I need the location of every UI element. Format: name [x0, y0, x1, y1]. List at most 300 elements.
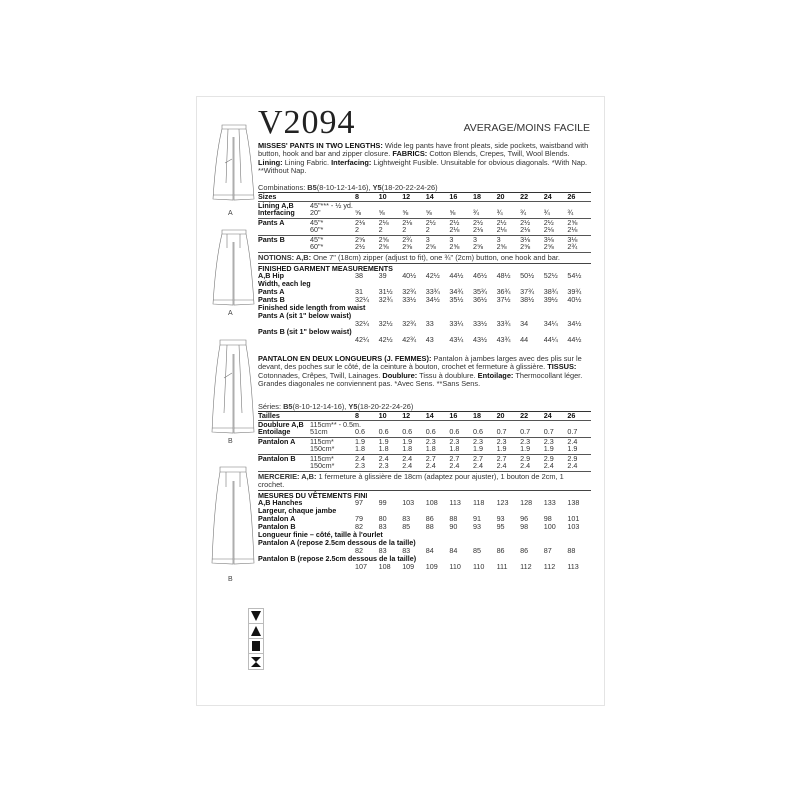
notions-text [258, 471, 591, 489]
cell-value: 1.8 [425, 444, 436, 453]
row-label [258, 563, 310, 571]
fabric-width: 45"*** - ½ yd. [310, 201, 353, 210]
bold-text: MERCERIE: A,B: [258, 472, 317, 481]
text: Séries: [258, 402, 284, 411]
row-label [258, 226, 310, 234]
cell-value: 0.7 [520, 427, 531, 436]
cell-value: 1.9 [543, 444, 554, 453]
cell-value: 2 [425, 225, 430, 234]
cell-value: 32¾ [402, 287, 417, 296]
cell-value: 54½ [567, 271, 582, 280]
cell-value: ¾ [567, 208, 574, 217]
cell-value: ¾ [496, 208, 503, 217]
cell-value: 84 [425, 546, 434, 555]
table-row [258, 280, 591, 288]
view-label: B [228, 576, 233, 583]
cell-value: 1.8 [378, 444, 389, 453]
text: Cotton Blends, Crepes, Twill, Wool Blends. [427, 149, 570, 159]
cell-value: 20 [496, 411, 505, 420]
cell-value: 2.9 [567, 454, 578, 463]
cell-value: 2.4 [496, 461, 507, 470]
cell-value: 2⅝ [378, 242, 389, 251]
cell-value: 103 [567, 522, 580, 531]
cell-value: 2.3 [425, 437, 436, 446]
cell-value: 2½ [355, 242, 365, 251]
cell-value: 2⅛ [567, 225, 578, 234]
cell-value: 2⅛ [520, 225, 531, 234]
cell-value: 98 [543, 514, 552, 523]
cell-value: 86 [425, 514, 434, 523]
cell-value: 16 [449, 411, 458, 420]
cell-value: 3⅛ [543, 235, 554, 244]
row-label: Entoilage [258, 427, 291, 436]
cell-value: 43¾ [496, 335, 511, 344]
row-label: Pantalon B [258, 454, 296, 463]
cell-value: 33 [425, 319, 434, 328]
row-label [258, 336, 310, 344]
cell-value: 38½ [520, 295, 535, 304]
table-row [258, 328, 591, 336]
cell-value: 32¼ [355, 319, 369, 328]
cell-value: 82 [355, 522, 363, 531]
cell-value: 12 [402, 411, 411, 420]
cell-value: 24 [543, 192, 552, 201]
view-label: B [228, 438, 233, 445]
cell-value: 8 [355, 192, 359, 201]
row-label [258, 243, 310, 251]
table-row [258, 218, 591, 226]
row-label: Pants A [258, 287, 285, 296]
cell-value: 2 [402, 225, 407, 234]
cell-value: 2⅝ [355, 235, 365, 244]
view-label: A [228, 310, 233, 317]
cell-value: 2.4 [543, 461, 554, 470]
cell-value: 2.3 [355, 461, 365, 470]
cell-value: 118 [472, 498, 485, 507]
cell-value: 2.4 [425, 461, 436, 470]
fabric-width [310, 193, 355, 200]
cell-value: 2 [378, 225, 383, 234]
cell-value: 123 [496, 498, 509, 507]
row-label: Width, each leg [258, 279, 311, 288]
cell-value: 111 [496, 562, 508, 571]
cell-value: 34¾ [449, 287, 464, 296]
cell-value: 128 [520, 498, 533, 507]
cell-value: 32½ [378, 319, 393, 328]
cell-value: 2¾ [402, 235, 413, 244]
bold-text: NOTIONS: A,B: [258, 253, 312, 262]
table-row [258, 515, 591, 523]
description-english [258, 142, 594, 176]
text: (18-20-22-24-26) [381, 183, 438, 192]
text: Combinations: [258, 183, 308, 192]
triangle-up-icon [249, 624, 263, 639]
bold-text: B5 [307, 183, 317, 192]
cell-value: 50½ [520, 271, 535, 280]
cell-value: 0.6 [425, 427, 436, 436]
cell-value: 2⅝ [449, 242, 460, 251]
cell-value: 2.7 [472, 454, 483, 463]
cell-value: 2.4 [378, 454, 389, 463]
fabric-width: 115cm* [310, 437, 334, 446]
table-row [258, 288, 591, 296]
cell-value: 113 [567, 562, 579, 571]
cell-value: 1.9 [355, 437, 365, 446]
cell-value: 18 [472, 411, 481, 420]
fabric-width: 115cm* [310, 454, 334, 463]
pattern-number: V2094 [258, 104, 356, 141]
cell-value: 35½ [449, 295, 464, 304]
cell-value: 34 [520, 319, 529, 328]
cell-value: 109 [425, 562, 438, 571]
cell-value: 52½ [543, 271, 558, 280]
text: Lining Fabric. [282, 157, 332, 167]
cell-value: 2½ [520, 218, 531, 227]
cell-value: 0.6 [449, 427, 460, 436]
cell-value: 43¼ [449, 335, 464, 344]
yardage-table-english [258, 191, 591, 344]
fabric-width: 45"* [310, 235, 324, 244]
cell-value: 90 [449, 522, 458, 531]
bold-text: PANTALON EN DEUX LONGUEURS (J. FEMMES): [258, 354, 432, 363]
cell-value: 2.3 [520, 437, 531, 446]
text: Wide leg pants have front pleats, side pockets, waistband with button, hook and bar and zipper closure. [258, 141, 589, 159]
fabric-width: 45"* [310, 218, 324, 227]
row-label: Lining A,B [258, 201, 294, 210]
table-row [258, 445, 591, 453]
cell-value: 10 [378, 411, 387, 420]
text: Thermocollant léger. Grandes diagonales ne conviennent pas. *Avec Sens. **Sans Sens. [258, 370, 583, 389]
cell-value: 32¾ [378, 295, 393, 304]
table-row [258, 462, 591, 470]
table-row [258, 336, 591, 344]
notions-text [258, 252, 591, 262]
cell-value: 33¾ [496, 319, 511, 328]
cell-value: 31½ [378, 287, 393, 296]
cell-value: 1.9 [520, 444, 531, 453]
cell-value: ¾ [520, 208, 527, 217]
cell-value: ⅝ [402, 208, 409, 217]
table-row [258, 563, 591, 571]
cell-value: 2.4 [355, 454, 365, 463]
cell-value: ⅝ [425, 208, 432, 217]
cell-value: 3 [425, 235, 430, 244]
cell-value: 34¼ [543, 319, 558, 328]
cell-value: 101 [567, 514, 580, 523]
cell-value: 2.4 [402, 461, 413, 470]
pattern-symbols [248, 608, 264, 670]
description-french [258, 355, 594, 389]
cell-value: 43½ [472, 335, 487, 344]
cell-value: 39½ [543, 295, 558, 304]
text: Lightweight Fusible. Unsuitable for obvious diagonals. *With Nap. **Without Nap. [258, 157, 588, 176]
bold-text: Lining: [258, 157, 283, 167]
cell-value: 42¼ [355, 335, 369, 344]
cell-value: 44½ [567, 335, 582, 344]
cell-value: 88 [425, 522, 434, 531]
cell-value: 3 [449, 235, 454, 244]
cell-value: 2.3 [496, 437, 507, 446]
cell-value: 32¼ [355, 295, 369, 304]
size-header-row [258, 192, 591, 200]
cell-value: 103 [402, 498, 415, 507]
cell-value: 0.6 [355, 427, 365, 436]
cell-value: 83 [402, 514, 411, 523]
row-label: Pantalon A [258, 514, 296, 523]
fabric-width [310, 336, 355, 344]
cell-value: 2½ [472, 218, 483, 227]
cell-value: 24 [543, 411, 552, 420]
cell-value: 2⅝ [567, 218, 578, 227]
cell-value: 42½ [425, 271, 440, 280]
cell-value: 36¾ [496, 287, 511, 296]
cell-value: ⅝ [355, 208, 361, 217]
cell-value: 86 [496, 546, 505, 555]
cell-value: 2.4 [449, 461, 460, 470]
row-label: Pants A [258, 218, 285, 227]
cell-value: 16 [449, 192, 458, 201]
cell-value: 107 [355, 562, 367, 571]
hourglass-icon [249, 654, 263, 669]
cell-value: 96 [520, 514, 529, 523]
bold-text: MISSES' PANTS IN TWO LENGTHS: [258, 141, 383, 150]
cell-value: 43 [425, 335, 434, 344]
cell-value: 93 [472, 522, 481, 531]
cell-value: 44½ [449, 271, 464, 280]
bold-text: TISSUS: [547, 362, 577, 372]
cell-value: 2⅝ [472, 242, 483, 251]
cell-value: 2.3 [472, 437, 483, 446]
view-a-back-illustration [208, 228, 258, 313]
cell-value: 34½ [567, 319, 582, 328]
cell-value: 97 [355, 498, 363, 507]
fabric-width: 60"* [310, 225, 324, 234]
row-label [258, 462, 310, 470]
cell-value: 2⅝ [543, 242, 554, 251]
row-label: Pantalon B (repose 2.5cm dessous de la taille) [258, 554, 417, 563]
cell-value: 1.9 [472, 444, 483, 453]
cell-value: 2.4 [567, 437, 578, 446]
cell-value: 2.4 [472, 461, 483, 470]
cell-value: 14 [425, 192, 434, 201]
cell-value: 0.6 [472, 427, 483, 436]
section-heading: FINISHED GARMENT MEASUREMENTS [258, 263, 591, 272]
cell-value: 2.7 [425, 454, 436, 463]
row-label: Pants B (sit 1" below waist) [258, 327, 352, 336]
cell-value: 2.7 [449, 454, 460, 463]
cell-value: 0.7 [543, 427, 554, 436]
cell-value: 37½ [496, 295, 511, 304]
row-label: A,B Hanches [258, 498, 303, 507]
cell-value: 87 [543, 546, 552, 555]
section-heading: MESURES DU VÊTEMENTS FINI [258, 490, 591, 499]
cell-value: ¾ [472, 208, 479, 217]
cell-value: 33¼ [449, 319, 464, 328]
cell-value: 83 [378, 522, 387, 531]
cell-value: 2⅛ [355, 218, 365, 227]
cell-value: 2⅛ [496, 225, 507, 234]
cell-value: 2.4 [567, 461, 578, 470]
cell-value: 1.8 [449, 444, 460, 453]
cell-value: 26 [567, 411, 576, 420]
size-header-row [258, 411, 591, 419]
cell-value: 2⅛ [402, 218, 413, 227]
bold-text: B5 [283, 402, 293, 411]
fabric-width [310, 272, 355, 280]
table-row [258, 312, 591, 320]
cell-value: 40½ [567, 295, 582, 304]
cell-value: 85 [402, 522, 411, 531]
row-label: Sizes [258, 192, 277, 201]
row-label: Largeur, chaque jambe [258, 506, 337, 515]
bold-text: Entoilage: [477, 370, 514, 380]
cell-value: 33½ [472, 319, 487, 328]
bold-text: FABRICS: [392, 149, 428, 159]
cell-value: 1.8 [402, 444, 413, 453]
row-label: Pantalon A (repose 2.5cm dessous de la taille) [258, 538, 416, 547]
cell-value: 110 [472, 562, 485, 571]
cell-value: 109 [402, 562, 415, 571]
bold-text: Interfacing: [331, 157, 372, 167]
row-label: Longueur finie – côté, taille à l'ourlet [258, 530, 383, 539]
row-label: Doublure A,B [258, 420, 304, 429]
cell-value: 113 [449, 498, 461, 507]
fabric-width: 150cm* [310, 444, 335, 453]
cell-value: 138 [567, 498, 580, 507]
row-label: Finished side length from waist [258, 303, 366, 312]
cell-value: 37¾ [520, 287, 535, 296]
cell-value: 98 [520, 522, 529, 531]
cell-value: 88 [567, 546, 576, 555]
cell-value: 83 [402, 546, 411, 555]
table-row [258, 437, 591, 445]
cell-value: 110 [449, 562, 461, 571]
cell-value: 2⅝ [425, 242, 436, 251]
view-b-front-illustration [208, 338, 258, 438]
cell-value: 39 [378, 271, 387, 280]
cell-value: 10 [378, 192, 387, 201]
text: 1 fermeture à glissière de 18cm (adaptez pour ajuster), 1 bouton de 2cm, 1 crochet. [258, 472, 564, 489]
cell-value: 39¾ [567, 287, 582, 296]
cell-value: 12 [402, 192, 411, 201]
fabric-width: 60"* [310, 242, 324, 251]
cell-value: 82 [355, 546, 363, 555]
cell-value: 88 [449, 514, 458, 523]
cell-value: ⅝ [449, 208, 456, 217]
cell-value: 2¾ [567, 242, 578, 251]
cell-value: 40½ [402, 271, 417, 280]
cell-value: 0.7 [567, 427, 578, 436]
cell-value: 79 [355, 514, 363, 523]
table-row [258, 209, 591, 217]
cell-value: 2.3 [543, 437, 554, 446]
cell-value: 112 [520, 562, 532, 571]
cell-value: 20 [496, 192, 505, 201]
cell-value: 2.3 [378, 461, 389, 470]
cell-value: 3⅛ [520, 235, 531, 244]
text: Pantalon à jambes larges avec des plis sur le devant, des poches sur le côté, de la ceinture à bouton, crochet et fermeture à glissière. [258, 354, 582, 372]
cell-value: 0.7 [496, 427, 507, 436]
cell-value: 83 [378, 546, 387, 555]
text: Tissu à doublure. [417, 370, 478, 380]
cell-value: 1.8 [355, 444, 365, 453]
table-row [258, 454, 591, 462]
cell-value: 33½ [402, 295, 417, 304]
fabric-width [310, 563, 355, 571]
cell-value: 35¾ [472, 287, 487, 296]
table-row [258, 539, 591, 547]
cell-value: 26 [567, 192, 576, 201]
text: (18-20-22-24-26) [357, 402, 414, 411]
cell-value: 1.9 [378, 437, 389, 446]
cell-value: 93 [496, 514, 505, 523]
cell-value: 46½ [472, 271, 487, 280]
cell-value: 91 [472, 514, 481, 523]
cell-value: ¾ [543, 208, 550, 217]
cell-value: 1.9 [567, 444, 578, 453]
cell-value: 44¼ [543, 335, 558, 344]
cell-value: 2.9 [543, 454, 554, 463]
text: (8-10-12-14-16), [292, 402, 349, 411]
cell-value: 2.4 [520, 461, 531, 470]
cell-value: 3⅛ [567, 235, 578, 244]
cell-value: 100 [543, 522, 556, 531]
square-icon [249, 639, 263, 654]
cell-value: 85 [472, 546, 481, 555]
cell-value: 38 [355, 271, 363, 280]
cell-value: 48½ [496, 271, 511, 280]
cell-value: 18 [472, 192, 481, 201]
cell-value: 2⅝ [496, 242, 507, 251]
row-label: Tailles [258, 411, 280, 420]
cell-value: 3 [472, 235, 477, 244]
cell-value: 2.7 [496, 454, 507, 463]
row-label: Interfacing [258, 208, 295, 217]
cell-value: 42½ [378, 335, 393, 344]
fabric-width: 51cm [310, 427, 328, 436]
cell-value: 2½ [496, 218, 507, 227]
cell-value: 31 [355, 287, 363, 296]
table-row [258, 420, 591, 428]
table-row [258, 226, 591, 234]
view-a-front-illustration [208, 123, 258, 208]
cell-value: 2½ [449, 218, 460, 227]
fabric-width: 20" [310, 208, 321, 217]
fabric-width [310, 288, 355, 296]
cell-value: 80 [378, 514, 387, 523]
table-row [258, 243, 591, 251]
cell-value: 133 [543, 498, 556, 507]
fabric-width: 115cm** - 0.5m. [310, 420, 361, 429]
fabric-width [310, 515, 355, 523]
triangle-down-icon [249, 609, 263, 624]
row-label [258, 445, 310, 453]
cell-value: 0.6 [378, 427, 389, 436]
table-row [258, 555, 591, 563]
cell-value: 38¾ [543, 287, 558, 296]
view-b-back-illustration [208, 465, 258, 570]
row-label: Pants B [258, 235, 285, 244]
bold-text: Y5 [372, 183, 382, 192]
cell-value: 108 [378, 562, 391, 571]
cell-value: 84 [449, 546, 458, 555]
row-label: Pants A (sit 1" below waist) [258, 311, 352, 320]
cell-value: 8 [355, 411, 359, 420]
bold-text: Y5 [348, 402, 358, 411]
table-row [258, 201, 591, 209]
yardage-table-french [258, 410, 591, 571]
text: Cotonnades, Crêpes, Twill, Lainages. [258, 370, 383, 380]
